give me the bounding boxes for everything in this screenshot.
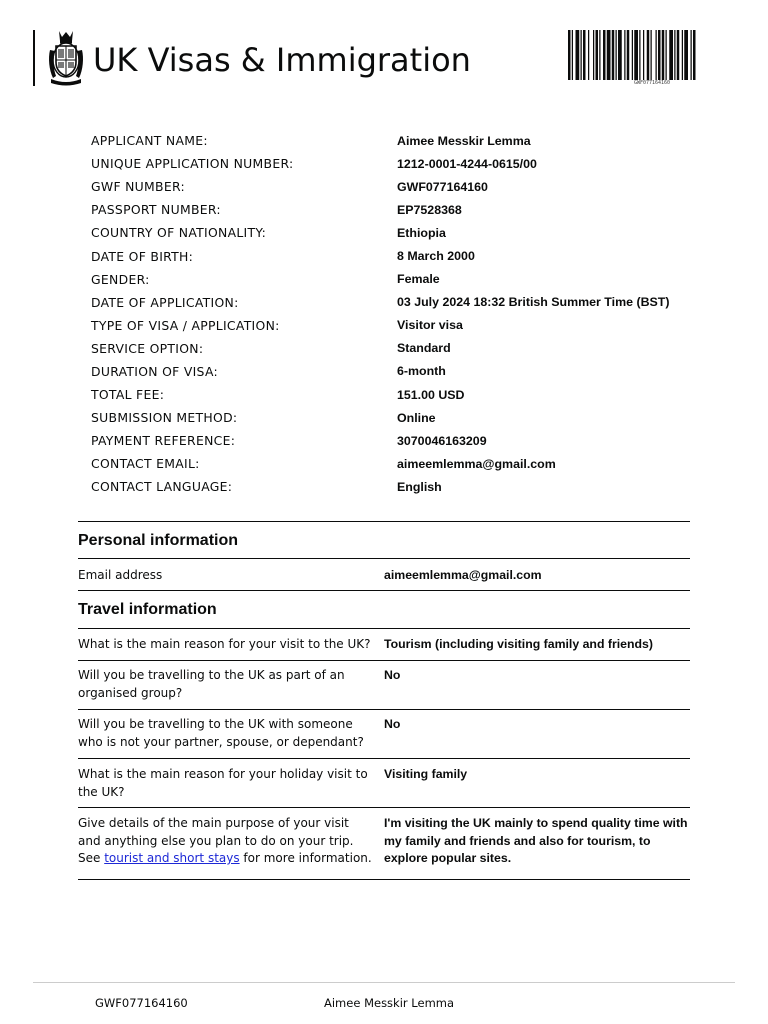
summary-row: [91, 360, 711, 383]
footer-divider: [33, 982, 735, 983]
footer-gwf-number: GWF077164160: [95, 996, 188, 1010]
summary-value: Female: [397, 272, 440, 287]
summary-row: [91, 198, 711, 221]
summary-value: aimeemlemma@gmail.com: [397, 456, 556, 471]
summary-row: [91, 244, 711, 267]
purpose-details-question: [78, 815, 374, 868]
travel-companion-answer: No: [384, 717, 401, 731]
summary-value: 8 March 2000: [397, 249, 475, 264]
summary-row: [91, 152, 711, 175]
summary-value: 6-month: [397, 364, 446, 379]
summary-value: Online: [397, 410, 436, 425]
summary-row: [91, 175, 711, 198]
summary-row: [91, 429, 711, 452]
summary-row: [91, 383, 711, 406]
summary-label: PASSPORT NUMBER:: [91, 202, 221, 218]
row-divider: [78, 709, 690, 710]
royal-crest-icon: [47, 28, 85, 86]
summary-value: 03 July 2024 18:32 British Summer Time (BST): [397, 295, 670, 310]
summary-label: DATE OF BIRTH:: [91, 248, 194, 264]
brand-title: UK Visas & Immigration: [93, 41, 471, 79]
holiday-reason-question: What is the main reason for your holiday visit to the UK?: [78, 767, 368, 799]
summary-row: [91, 291, 711, 314]
summary-row: [91, 221, 711, 244]
visit-reason-answer: Tourism (including visiting family and friends): [384, 637, 653, 651]
summary-label: SERVICE OPTION:: [91, 340, 204, 356]
summary-row: [91, 337, 711, 360]
summary-label: SUBMISSION METHOD:: [91, 410, 238, 426]
summary-value: EP7528368: [397, 202, 462, 217]
row-divider: [78, 660, 690, 661]
section-divider: [78, 590, 690, 591]
section-divider: [78, 628, 690, 629]
summary-label: DURATION OF VISA:: [91, 363, 218, 379]
summary-label: TYPE OF VISA / APPLICATION:: [91, 317, 280, 333]
document-header: [0, 0, 768, 100]
organised-group-question: Will you be travelling to the UK as part of an organised group?: [78, 668, 345, 700]
header-divider: [33, 30, 35, 86]
barcode-caption: GWF077164160: [633, 80, 671, 86]
summary-value: GWF077164160: [397, 179, 488, 194]
summary-label: APPLICANT NAME:: [91, 133, 208, 149]
barcode-image: [568, 30, 736, 80]
summary-row: [91, 129, 711, 152]
summary-value: 151.00 USD: [397, 387, 465, 402]
summary-row: [91, 268, 711, 291]
summary-value: 3070046163209: [397, 433, 487, 448]
purpose-details-answer: I'm visiting the UK mainly to spend quality time with my family and friends and also for tourism, to explore popular sites.: [384, 816, 688, 865]
summary-label: DATE OF APPLICATION:: [91, 294, 239, 310]
row-divider: [78, 807, 690, 808]
email-address-label: Email address: [78, 568, 163, 582]
section-divider: [78, 521, 690, 522]
row-divider: [78, 758, 690, 759]
email-address-value: aimeemlemma@gmail.com: [384, 568, 542, 582]
summary-value: Ethiopia: [397, 225, 446, 240]
section-divider: [78, 558, 690, 559]
summary-label: GENDER:: [91, 271, 150, 287]
summary-label: CONTACT LANGUAGE:: [91, 479, 233, 495]
summary-value: 1212-0001-4244-0615/00: [397, 156, 537, 171]
visit-reason-question: What is the main reason for your visit to the UK?: [78, 637, 371, 651]
summary-row: [91, 406, 711, 429]
summary-label: GWF NUMBER:: [91, 179, 185, 195]
summary-value: English: [397, 479, 442, 494]
row-divider: [78, 879, 690, 880]
travel-info-heading: Travel information: [78, 601, 217, 618]
summary-row: [91, 452, 711, 475]
summary-value: Aimee Messkir Lemma: [397, 133, 531, 148]
summary-label: COUNTRY OF NATIONALITY:: [91, 225, 267, 241]
summary-row: [91, 314, 711, 337]
summary-value: Standard: [397, 341, 451, 356]
summary-row: [91, 475, 711, 498]
summary-label: PAYMENT REFERENCE:: [91, 433, 236, 449]
footer-applicant-name: Aimee Messkir Lemma: [324, 996, 455, 1010]
summary-label: CONTACT EMAIL:: [91, 456, 200, 472]
travel-companion-question: Will you be travelling to the UK with someone who is not your partner, spouse, or dependant?: [78, 717, 364, 749]
summary-label: TOTAL FEE:: [91, 387, 165, 403]
personal-info-heading: Personal information: [78, 532, 239, 549]
summary-value: Visitor visa: [397, 318, 463, 333]
holiday-reason-answer: Visiting family: [384, 767, 468, 781]
application-summary: [91, 129, 711, 499]
purpose-details-text-end: for more information.: [239, 851, 372, 865]
purpose-details-text: Give details of the main purpose of your visit and anything else you plan to do on your trip. See: [78, 816, 354, 865]
tourist-short-stays-link[interactable]: tourist and short stays: [104, 851, 240, 865]
summary-label: UNIQUE APPLICATION NUMBER:: [91, 156, 294, 172]
organised-group-answer: No: [384, 668, 401, 682]
